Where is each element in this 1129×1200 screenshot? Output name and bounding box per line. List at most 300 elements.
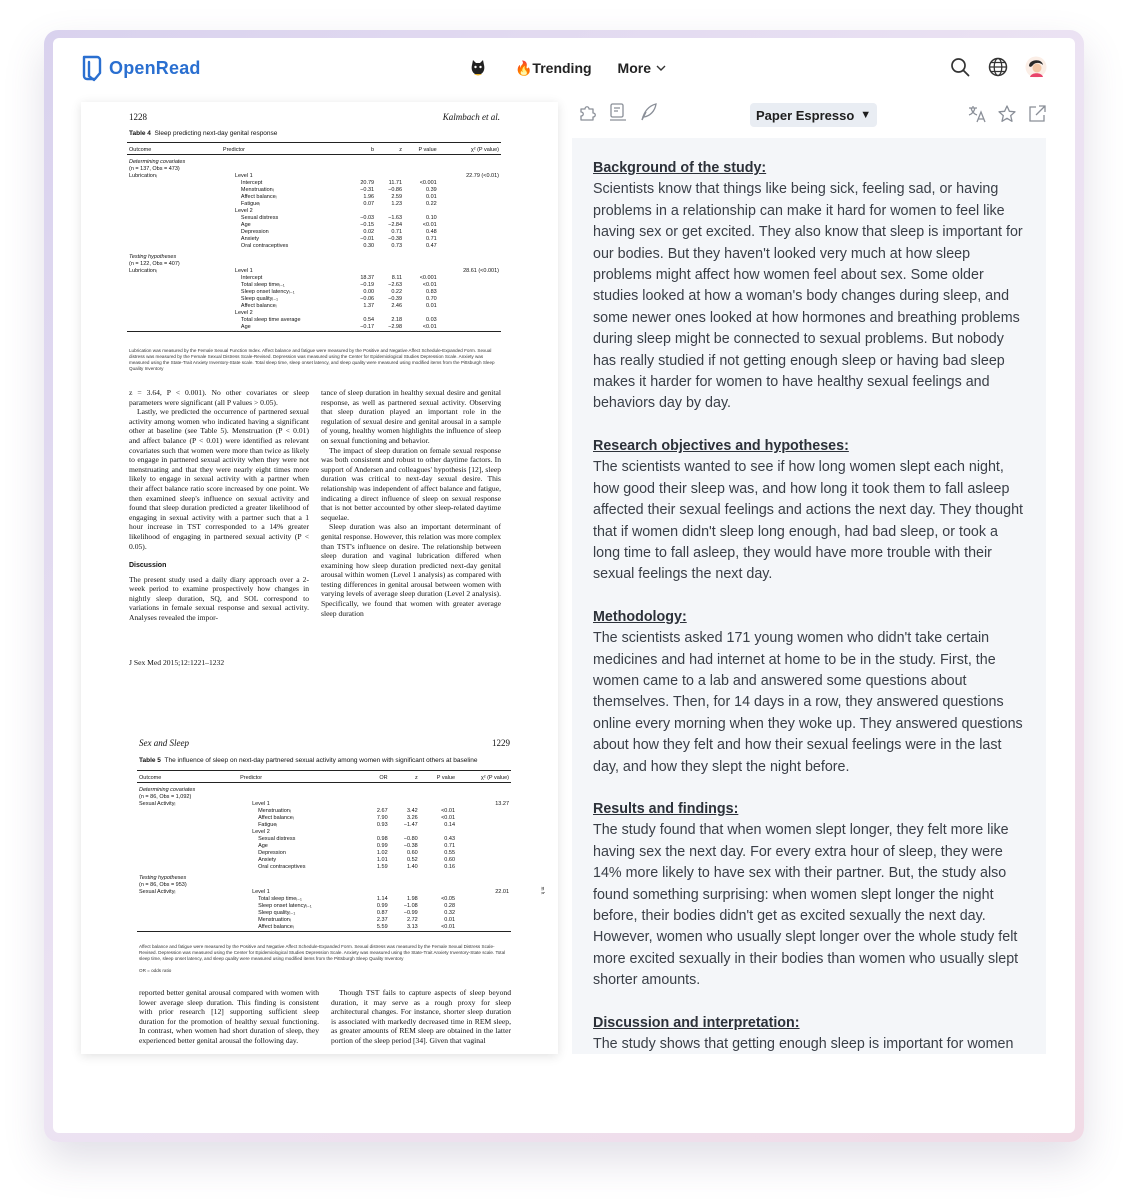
summary-section-text: The study found that when women slept longer, they felt more like having sex the next day. For every extra hour of sleep, they were 14% more likely to have sex with their partner. But, the study also found something surprising: when women slept longer the night before, their bodies didn't get as excited sexually the next day. However, women who usually slept longer over the whole study felt more excited sexually in their bodies than women who usually slept shorter amounts. — [593, 822, 1019, 989]
table-cell — [457, 829, 511, 836]
notes-chat-icon[interactable] — [608, 102, 628, 122]
table4 — [127, 142, 501, 332]
running-head: Kalmbach et al. — [442, 112, 500, 122]
paragraph: Lastly, we predicted the occurrence of partnered sexual activity among women who indicated having a significant other at baseline (see Table 5). Menstruation (P < 0.01) and affect balance (P < 0.01) were identified as relevant covariates such that women were more than twice as likely to engage in partnered sexual activity when they were not menstruating and that they were nearly eight times more likely to engage in sexual activity with a partner when their affect balance ratio score increased by one point. We then examined sleep's influence on sexual activity and found that sleep duration predicted a greater likelihood of engaging in sexual activity with a partner such that a 1 hour increase in TST corresponded to a 14% greater likelihood of engaging in partnered sexual activity (P < 0.05). — [129, 407, 309, 551]
table-cell — [127, 296, 221, 303]
paragraph: Though TST fails to capture aspects of sleep beyond duration, it may serve as a rough proxy for sleep architectural changes. For instance, shorter sleep duration is associated with markedly decreased time in REM sleep, as greater amounts of REM sleep are obtained in the latter portion of the sleep period [34]. Given that vaginal — [331, 988, 511, 1045]
table-cell — [137, 857, 238, 864]
table-cell — [404, 268, 439, 275]
table-cell: Depression — [258, 850, 286, 856]
table-cell: Lubricationᵢ — [129, 173, 157, 179]
table-cell: 22.01 — [495, 889, 509, 895]
table-cell: 0.71 — [391, 229, 403, 235]
table-cell — [457, 794, 511, 801]
table-cell: Fatigueᵢ — [258, 822, 278, 828]
table-cell — [137, 822, 238, 829]
table-cell — [457, 864, 511, 871]
table-cell: Total sleep time average — [240, 317, 301, 323]
page-number: 1229 — [492, 738, 510, 748]
table-row — [127, 250, 501, 261]
table-cell — [439, 261, 501, 268]
table-row — [127, 317, 501, 324]
table-cell: 0.93 — [376, 822, 388, 828]
table-cell: Sexual Activityᵢ — [139, 801, 176, 807]
table-cell: 22.79 (<0.01) — [466, 173, 499, 179]
table-cell: 0.73 — [391, 243, 403, 249]
table-cell: −1.08 — [403, 903, 418, 909]
paragraph: The impact of sleep duration on female sexual response was both consistent and robust to other daytime factors. In support of Andersen and colleagues' hypothesis [12], sleep duration was critical to next-day sexual desire. This relationship was independent of affect balance and fatigue, indicating a direct influence of sleep on sexual response that is not better accounted by other sleep-related daytime sequelae. — [321, 445, 501, 522]
table-cell: 7.90 — [376, 815, 388, 821]
table-cell: (n = 86, Obs = 953) — [139, 882, 187, 888]
main-nav — [467, 57, 667, 79]
table-row — [127, 296, 501, 303]
table-row — [127, 155, 501, 167]
table-cell — [348, 268, 376, 275]
table-cell: Affect balanceᵢ — [238, 924, 365, 932]
table-cell: Affect balanceᵢ — [258, 815, 294, 821]
table-cell — [457, 903, 511, 910]
table4-title — [129, 130, 277, 137]
table-row — [127, 261, 501, 268]
table-cell — [137, 829, 238, 836]
table-cell — [137, 815, 238, 822]
table-row — [137, 924, 511, 932]
table-cell: 0.98 — [376, 836, 388, 842]
summary-mode-label: Paper Espresso — [756, 107, 855, 123]
table-cell — [127, 201, 221, 208]
puzzle-icon[interactable] — [578, 102, 598, 122]
table-cell — [365, 871, 390, 882]
table-cell — [221, 250, 348, 261]
table-cell: 0.54 — [363, 317, 375, 323]
table-cell — [365, 829, 390, 836]
table-cell: 0.55 — [444, 850, 456, 856]
table-cell: Sleep onset latencyᵢ₋₁ — [258, 903, 312, 909]
summary-mode-select[interactable] — [750, 103, 877, 127]
table-cell — [420, 829, 457, 836]
table-cell: Intercept — [240, 275, 263, 281]
table-cell — [390, 889, 420, 896]
table-cell — [376, 173, 404, 180]
table-cell — [365, 801, 390, 808]
paragraph: reported better genital arousal compared with women with lower average sleep duration. This finding is consistent with prior research [12] supporting sufficient sleep duration for the promotion of healthy sexual functioning. In contrast, when women had short duration of sleep, they experienced better genital arousal the following day. — [139, 988, 319, 1045]
running-head: Sex and Sleep — [139, 738, 189, 748]
table-cell: Oral contraceptives — [258, 864, 306, 870]
table-cell: 0.70 — [425, 296, 437, 302]
table-cell: 28.61 (<0.001) — [463, 268, 499, 274]
table-row — [127, 236, 501, 243]
table-cell: Age — [258, 843, 268, 849]
table-cell — [404, 310, 439, 317]
table-cell: <0.01 — [420, 924, 457, 932]
table-row — [137, 783, 511, 795]
table-row — [137, 917, 511, 924]
table-cell: Age — [221, 324, 348, 332]
table-row — [137, 882, 511, 889]
table-cell — [348, 155, 376, 167]
table-cell: <0.01 — [422, 222, 437, 228]
table-cell: 0.60 — [444, 857, 456, 863]
table-cell: Intercept — [240, 180, 263, 186]
nav-more[interactable] — [618, 60, 667, 76]
table-cell: Affect balanceᵢ — [240, 303, 277, 309]
table-row — [137, 829, 511, 836]
table-cell — [457, 850, 511, 857]
table-cell — [348, 208, 376, 215]
table-cell — [439, 310, 501, 317]
table-row — [127, 303, 501, 310]
translate-icon[interactable] — [967, 104, 987, 124]
table-cell — [376, 261, 404, 268]
table-cell — [137, 903, 238, 910]
summary-section-text: Scientists know that things like being sick, feeling sad, or having problems in a relationship can make it hard for women to feel like having sex or get excited. They also know that sleep is important for our bodies. But they haven't looked very much at how sleep problems might affect how women feel about sex. Some older studies looked at how a woman's body changes during sleep, and some newer ones looked at how hormones and breathing problems during sleep might be connected to sexual problems. But nobody has really studied if not getting enough sleep or having bad sleep makes it harder for women to have healthy sexual feelings and behaviors day by day. — [593, 181, 1023, 412]
table-row — [127, 324, 501, 332]
table-cell — [137, 836, 238, 843]
table-row — [127, 275, 501, 282]
table-row — [127, 243, 501, 250]
table-cell — [457, 871, 511, 882]
table-row — [137, 822, 511, 829]
table-row — [137, 794, 511, 801]
table-cell — [127, 243, 221, 250]
table-header-cell: Predictor — [221, 143, 348, 155]
table-row — [127, 289, 501, 296]
table-cell — [137, 808, 238, 815]
table-cell: −0.19 — [360, 282, 375, 288]
table-cell: 8.11 — [391, 275, 403, 281]
table-row — [127, 222, 501, 229]
table-cell — [439, 296, 501, 303]
table-cell: <0.01 — [441, 815, 456, 821]
margin-mark: m h — [539, 886, 545, 895]
table-cell — [439, 236, 501, 243]
table-cell — [238, 794, 365, 801]
table-cell: −0.38 — [388, 236, 403, 242]
table-cell: 0.01 — [444, 917, 456, 923]
table-row — [127, 229, 501, 236]
chevron-down-icon — [655, 62, 667, 74]
nav-more-label: More — [617, 60, 651, 76]
table-row — [137, 801, 511, 808]
table-cell — [365, 783, 390, 795]
table-cell: 0.01 — [425, 303, 437, 309]
table-cell: −0.31 — [360, 187, 375, 193]
table-cell — [221, 261, 348, 268]
table-cell: 0.07 — [363, 201, 375, 207]
table-row — [127, 187, 501, 194]
table-cell — [390, 882, 420, 889]
search-icon[interactable] — [949, 56, 971, 78]
table-cell: −0.06 — [360, 296, 375, 302]
table-header-cell: Outcome — [137, 771, 238, 783]
table-cell: <0.01 — [422, 282, 437, 288]
table-cell — [439, 250, 501, 261]
table-cell — [439, 166, 501, 173]
table5-note-or: OR = odds ratio — [139, 968, 172, 973]
table-cell — [127, 324, 221, 332]
star-icon[interactable] — [997, 104, 1017, 124]
table-cell — [137, 850, 238, 857]
table-row — [127, 208, 501, 215]
table-cell — [439, 222, 501, 229]
app-window — [53, 38, 1075, 1133]
table-cell — [390, 783, 420, 795]
table-cell — [439, 275, 501, 282]
table-cell: −0.39 — [388, 296, 403, 302]
table-cell: Level 1 — [252, 801, 270, 807]
quill-icon[interactable] — [638, 102, 658, 122]
table-cell: −1.47 — [403, 822, 418, 828]
table-cell — [376, 208, 404, 215]
table-cell: 0.03 — [425, 317, 437, 323]
table-cell: Total sleep timeᵢ₋₁ — [258, 896, 302, 902]
table-cell — [404, 261, 439, 268]
table-cell — [127, 222, 221, 229]
table-cell: 0.39 — [425, 187, 437, 193]
table-row — [127, 194, 501, 201]
table-cell — [137, 924, 238, 932]
table-cell — [137, 910, 238, 917]
table-header-cell: P value — [420, 771, 457, 783]
table-cell — [404, 166, 439, 173]
table-cell: −0.99 — [403, 910, 418, 916]
table-cell — [439, 324, 501, 332]
table-cell — [404, 250, 439, 261]
table-cell: 2.59 — [391, 194, 403, 200]
paragraph: z = 3.64, P < 0.001). No other covariates or sleep parameters were significant (all P values > 0.05). — [129, 388, 309, 407]
table-cell — [127, 187, 221, 194]
table-cell: 1.40 — [406, 864, 418, 870]
user-avatar[interactable] — [1025, 56, 1047, 78]
table-cell: Sexual Activityᵢ — [139, 889, 176, 895]
table-row — [137, 903, 511, 910]
table-cell: Oral contraceptives — [240, 243, 289, 249]
external-link-icon[interactable] — [1027, 104, 1047, 124]
paragraph: Sleep duration was also an important determinant of genital response. However, this relation was more complex than TST's influence on desire. The relationship between sleep duration and vaginal lubrication differed when examining how sleep duration predicted next-day genital arousal within women (Level 1 analysis) as compared with testing differences in genital arousal between women with varying levels of average sleep duration (Level 2 analysis). Specifically, we found that women with greater average sleep duration — [321, 522, 501, 618]
table-cell: 1.37 — [363, 303, 375, 309]
table-cell — [390, 871, 420, 882]
table-row — [127, 166, 501, 173]
table-cell: Sleep onset latencyᵢ₋₁ — [240, 289, 295, 295]
table-cell — [376, 155, 404, 167]
table-cell — [457, 896, 511, 903]
table4-label: Table 4 — [129, 130, 151, 137]
page1-left-column — [129, 388, 309, 623]
table-row — [137, 808, 511, 815]
table-cell — [439, 187, 501, 194]
table-cell — [127, 282, 221, 289]
table-cell — [420, 801, 457, 808]
table-cell — [439, 201, 501, 208]
table-cell: 1.01 — [376, 857, 388, 863]
table-cell — [127, 215, 221, 222]
table-cell: 1.96 — [363, 194, 375, 200]
table-cell — [365, 889, 390, 896]
table-cell: 0.60 — [406, 850, 418, 856]
table-cell: Fatigueᵢ — [240, 201, 261, 207]
table-cell — [457, 882, 511, 889]
table-header-row — [127, 143, 501, 155]
table-cell: 0.00 — [363, 289, 375, 295]
table5-caption: The influence of sleep on next-day partnered sexual activity among women with significant others at baseline — [164, 757, 478, 764]
table-cell — [439, 303, 501, 310]
ai-tools — [578, 102, 658, 122]
table-cell: 0.01 — [425, 194, 437, 200]
table-cell: 5.59 — [365, 924, 390, 932]
table-cell — [390, 794, 420, 801]
table-cell: Sleep qualityᵢ₋₁ — [240, 296, 279, 302]
table-cell: 18.37 — [360, 275, 375, 281]
table-cell: Age — [240, 222, 251, 228]
table-cell: 2.46 — [391, 303, 403, 309]
paragraph: The present study used a daily diary approach over a 2-week period to examine prospectively how changes in nightly sleep duration, SQ, and SOL correspond to variations in female sexual response and sexual activity. Analyses revealed the impor- — [129, 574, 309, 623]
table-cell: 0.30 — [363, 243, 375, 249]
table-cell — [221, 166, 348, 173]
table-cell: 2.18 — [391, 317, 403, 323]
table-cell: 3.13 — [390, 924, 420, 932]
table-cell — [127, 289, 221, 296]
table-cell: (n = 122, Obs = 407) — [129, 261, 180, 267]
table-cell — [127, 317, 221, 324]
table-cell: 3.42 — [406, 808, 418, 814]
table-cell: 0.48 — [425, 229, 437, 235]
table-cell: 0.43 — [444, 836, 456, 842]
table-cell: <0.01 — [441, 808, 456, 814]
table-cell: 2.67 — [376, 808, 388, 814]
table-cell: Testing hypotheses — [139, 875, 187, 881]
table-cell: 3.26 — [406, 815, 418, 821]
cat-mascot-icon[interactable] — [467, 57, 489, 79]
table-cell — [390, 829, 420, 836]
table-row — [137, 889, 511, 896]
table-row — [137, 857, 511, 864]
table-cell — [127, 275, 221, 282]
table-cell — [137, 917, 238, 924]
table-row — [137, 843, 511, 850]
table-cell — [457, 917, 511, 924]
table-cell — [137, 843, 238, 850]
table-row — [127, 201, 501, 208]
table-cell — [420, 794, 457, 801]
table-cell: 0.71 — [444, 843, 456, 849]
table-cell: 0.99 — [376, 903, 388, 909]
table-header-cell: Predictor — [238, 771, 365, 783]
table-cell: 20.79 — [360, 180, 375, 186]
table-cell — [420, 871, 457, 882]
globe-icon[interactable] — [987, 56, 1009, 78]
table-cell: 2.37 — [376, 917, 388, 923]
table-cell: Menstruationᵢ — [258, 917, 291, 923]
summary-section-heading: Methodology: — [593, 608, 687, 625]
table-cell: −0.80 — [403, 836, 418, 842]
table-cell: 1.14 — [376, 896, 388, 902]
openread-logo[interactable] — [81, 54, 201, 82]
summary-section-text: The study shows that getting enough sleep is important for women — [593, 1036, 1014, 1053]
pdf-viewer[interactable] — [81, 102, 558, 1054]
table-cell — [376, 250, 404, 261]
table4-note: Lubrication was measured by the Female Sexual Function Index. Affect balance and fatigue were measured by the Positive and Negative Affect Schedule-Expanded Form. Sexual distress was measured by the Female Sexual Distress Scale-Revised. Depression was measured using the Center for Epidemiological Studies Depression Scale. Anxiety was measured using the State-Trait Anxiety Inventory-State scale. Total sleep time, sleep onset latency, and sleep quality were measured using modified items from the Pittsburgh Sleep Quality Inventory — [129, 348, 495, 371]
table-row — [127, 173, 501, 180]
table-cell — [376, 268, 404, 275]
nav-trending[interactable]: 🔥Trending — [515, 59, 592, 76]
table-cell: 1.23 — [391, 201, 403, 207]
table-cell — [127, 208, 221, 215]
table-cell — [457, 924, 511, 932]
table-cell: 1.59 — [376, 864, 388, 870]
table-cell — [439, 229, 501, 236]
table-row — [127, 310, 501, 317]
table-cell — [127, 310, 221, 317]
summary-section-heading: Research objectives and hypotheses: — [593, 437, 849, 454]
table-cell — [457, 783, 511, 795]
table-cell — [457, 857, 511, 864]
table-cell — [457, 815, 511, 822]
table-cell: Sexual distress — [240, 215, 279, 221]
table-cell: Depression — [240, 229, 269, 235]
table-cell: 0.83 — [425, 289, 437, 295]
table-cell: −2.98 — [376, 324, 404, 332]
table-row — [137, 836, 511, 843]
table-cell: Total sleep timeᵢ₋₁ — [240, 282, 285, 288]
table-cell: Level 1 — [234, 268, 253, 274]
table-cell — [439, 282, 501, 289]
table-cell: <0.001 — [419, 180, 437, 186]
table-cell: 11.71 — [388, 180, 403, 186]
table-cell — [390, 801, 420, 808]
summary-actions — [967, 104, 1047, 124]
table-cell — [439, 215, 501, 222]
table-cell — [457, 808, 511, 815]
table-cell: Testing hypotheses — [129, 254, 177, 260]
summary-section-heading: Background of the study: — [593, 160, 767, 176]
table-cell — [137, 896, 238, 903]
table-cell — [127, 194, 221, 201]
table-cell: Menstruationᵢ — [240, 187, 274, 193]
table-cell: −2.84 — [388, 222, 403, 228]
table-cell: −2.63 — [388, 282, 403, 288]
table-row — [137, 850, 511, 857]
table-cell — [365, 794, 390, 801]
table-cell: 1.02 — [376, 850, 388, 856]
page2-right-column — [331, 988, 511, 1046]
table-cell — [127, 180, 221, 187]
table-cell: (n = 137, Obs = 473) — [129, 166, 180, 172]
table5-label: Table 5 — [139, 757, 161, 764]
table5 — [137, 770, 511, 932]
table-cell: 1.98 — [406, 896, 418, 902]
table-cell: <0.01 — [404, 324, 439, 332]
table-header-cell: χ² (P value) — [457, 771, 511, 783]
paper-summary-panel[interactable] — [572, 138, 1046, 1054]
table-cell: Determining covariates — [139, 787, 196, 793]
table-cell — [348, 310, 376, 317]
table-cell — [439, 317, 501, 324]
table-cell: −0.38 — [403, 843, 418, 849]
table-cell — [348, 173, 376, 180]
table-cell: 2.72 — [406, 917, 418, 923]
openread-logo-icon — [81, 54, 103, 82]
table-cell: −0.86 — [388, 187, 403, 193]
table-cell — [127, 303, 221, 310]
summary-section-heading: Discussion and interpretation: — [593, 1014, 800, 1031]
table-cell: Level 1 — [234, 173, 253, 179]
page-number: 1228 — [129, 112, 147, 122]
table-cell — [137, 864, 238, 871]
table-cell — [376, 166, 404, 173]
table-row — [137, 871, 511, 882]
table-cell: Sexual distress — [258, 836, 296, 842]
header-actions — [949, 56, 1047, 78]
